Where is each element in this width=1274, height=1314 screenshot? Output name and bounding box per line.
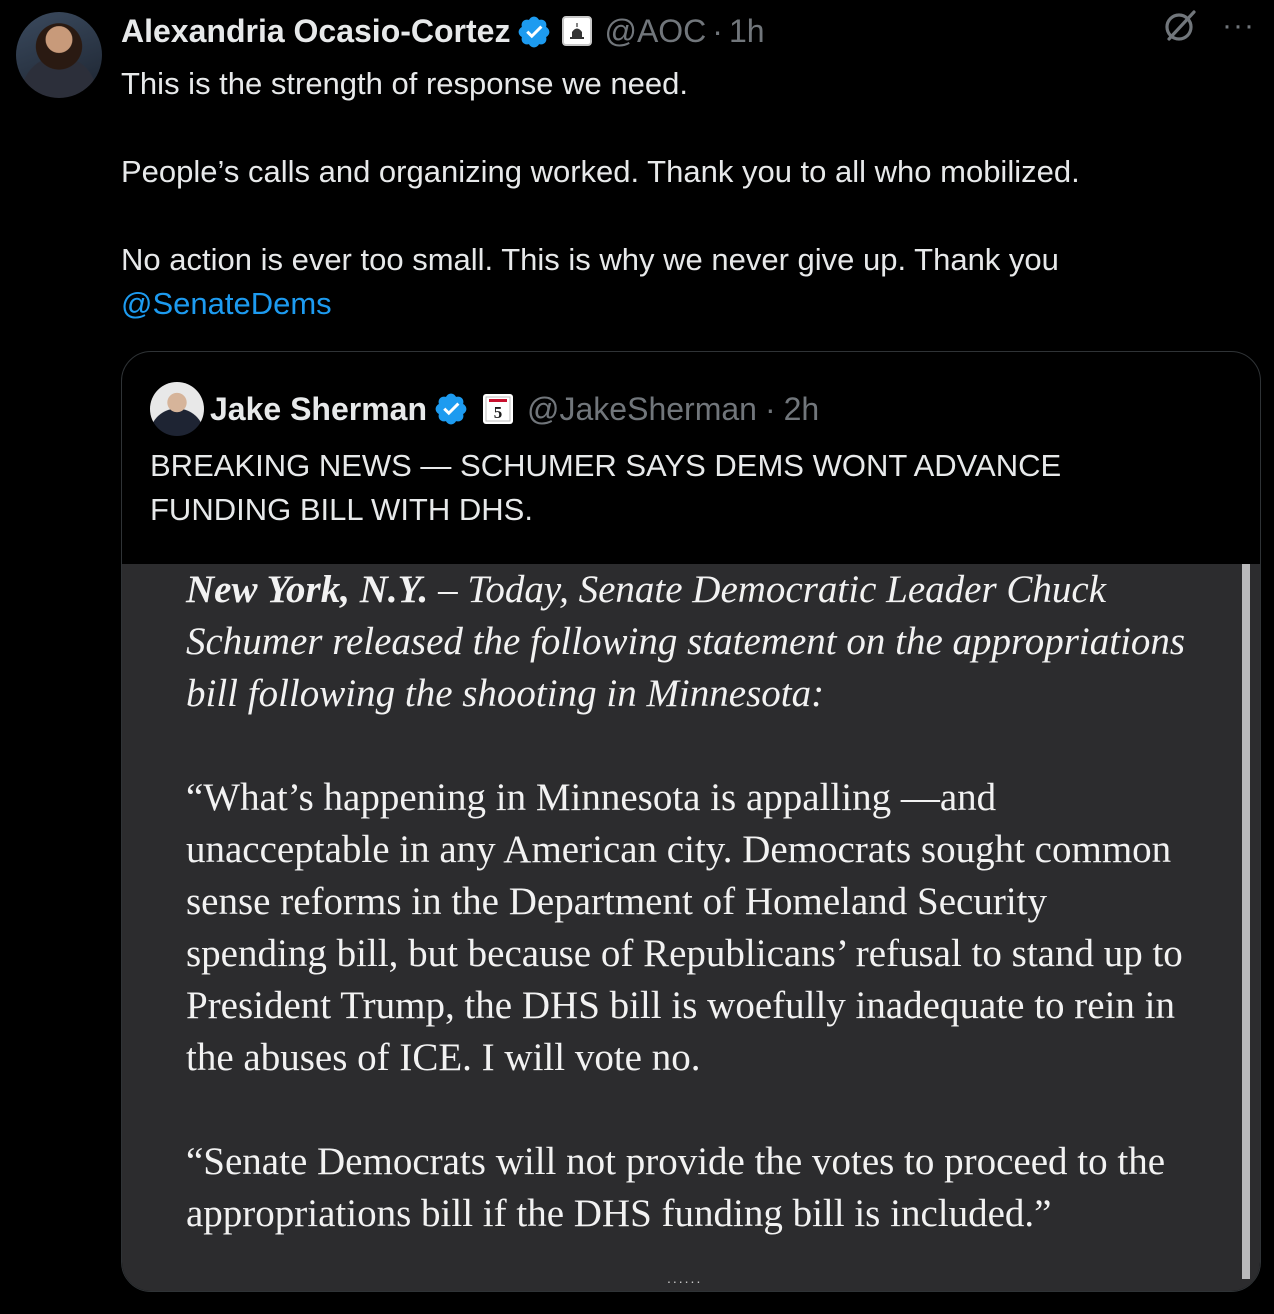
quote-author-avatar[interactable] bbox=[150, 382, 204, 436]
quoted-tweet[interactable] bbox=[121, 351, 1261, 1292]
capitol-icon[interactable] bbox=[562, 16, 592, 46]
separator: · bbox=[764, 390, 776, 427]
author-avatar[interactable] bbox=[16, 12, 102, 98]
five-badge-icon[interactable] bbox=[483, 394, 513, 424]
quote-header bbox=[150, 382, 819, 436]
statement-intro-text: – Today, Senate Democratic Leader Chuck Schumer released the following statement on the appropriations bill following the shooting in Minnesota: bbox=[186, 568, 1186, 715]
quote-author-name[interactable]: Jake Sherman bbox=[210, 390, 428, 427]
badge-digit: 5 bbox=[493, 403, 503, 422]
quote-image[interactable] bbox=[122, 564, 1261, 1292]
author-name[interactable]: Alexandria Ocasio-Cortez bbox=[121, 12, 511, 49]
tweet-paragraph: People’s calls and organizing worked. Thank you to all who mobilized. bbox=[121, 154, 1080, 189]
verified-badge-icon bbox=[433, 391, 469, 427]
separator: · bbox=[712, 12, 723, 49]
tweet-time[interactable]: 1h bbox=[728, 12, 765, 49]
tweet-paragraph: This is the strength of response we need. bbox=[121, 66, 688, 101]
statement-dateline: New York, N.Y. bbox=[186, 568, 429, 611]
statement-paragraph: “Senate Democrats will not provide the votes to proceed to the appropriations bill if the DHS funding bill is included.” bbox=[186, 1140, 1166, 1235]
quote-time[interactable]: 2h bbox=[783, 390, 820, 427]
tweet-header bbox=[121, 8, 1274, 54]
statement-document bbox=[186, 564, 1196, 1240]
image-edge-line bbox=[1242, 564, 1250, 1279]
quote-text: BREAKING NEWS — SCHUMER SAYS DEMS WONT ADVANCE FUNDING BILL WITH DHS. bbox=[150, 448, 1062, 527]
author-handle[interactable]: @AOC bbox=[604, 12, 707, 49]
quote-author-handle[interactable]: @JakeSherman bbox=[527, 390, 757, 427]
statement-paragraph: “What’s happening in Minnesota is appalling —and unacceptable in any American city. Democrats sought common sense reforms in the Department of Homeland Security spending bill, but because of Republicans’ refusal to stand up to President Trump, the DHS bill is woefully inadequate to rein in the abuses of ICE. I will vote no. bbox=[186, 776, 1183, 1079]
image-dots: ...... bbox=[667, 1270, 703, 1286]
more-icon[interactable]: ··· bbox=[1222, 9, 1255, 42]
verified-badge-icon bbox=[516, 14, 552, 50]
statement-intro bbox=[186, 564, 1196, 720]
grok-icon[interactable] bbox=[1160, 6, 1200, 46]
tweet-actions-top bbox=[1160, 6, 1255, 46]
tweet-text bbox=[121, 62, 1251, 326]
tweet-paragraph: No action is ever too small. This is why we never give up. Thank you bbox=[121, 242, 1059, 277]
mention-link[interactable]: @SenateDems bbox=[121, 286, 332, 321]
